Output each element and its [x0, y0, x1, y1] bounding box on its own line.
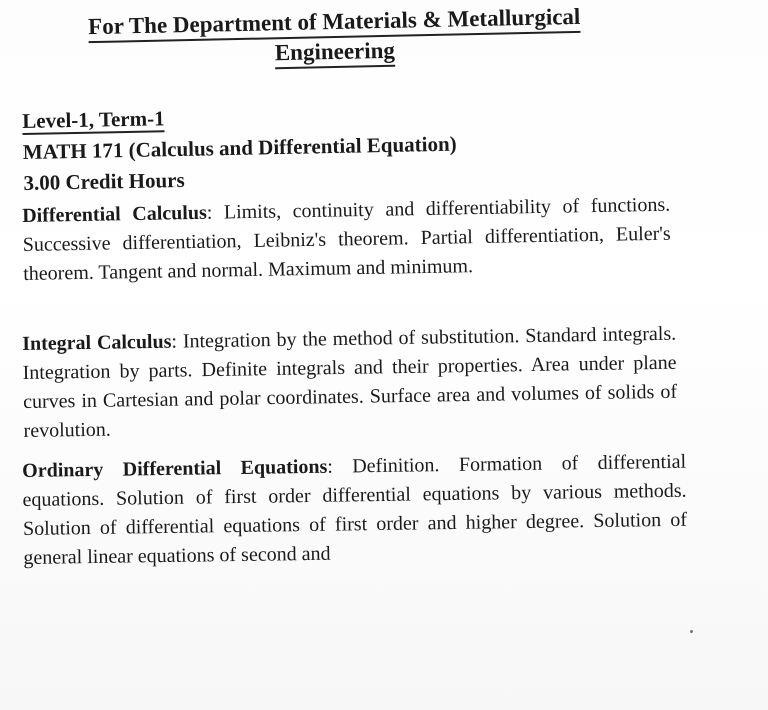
- section-ordinary-differential-equations: [22, 448, 688, 573]
- section-label: Ordinary Differential Equations: [22, 455, 328, 482]
- level-term: Level-1, Term-1: [22, 106, 165, 133]
- section-text: : Definition. Formation of differential equations. Solution of first order differential equations by various methods. Solution of differential equations of first order and higher degree. Solution of general linear equations of second and: [22, 450, 688, 569]
- course-code-title: MATH 171 (Calculus and Differential Equation): [22, 131, 457, 164]
- paper-speck: [690, 630, 693, 633]
- heading-line-2: Engineering: [275, 37, 396, 70]
- document-heading: [48, 2, 621, 74]
- credit-hours: 3.00 Credit Hours: [23, 167, 185, 195]
- section-differential-calculus: [22, 191, 671, 289]
- heading-line-1: For The Department of Materials & Metallurgical: [88, 3, 581, 43]
- section-integral-calculus: [22, 320, 678, 446]
- section-label: Differential Calculus: [22, 201, 207, 227]
- course-info: [22, 98, 458, 199]
- section-label: Integral Calculus: [22, 330, 172, 355]
- section-text: : Limits, continuity and differentiability of functions. Successive differentiation, Leibniz's theorem. Partial differentiation, Euler's theorem. Tangent and normal. Maximum and minimum.: [22, 193, 671, 285]
- section-text: : Integration by the method of substitution. Standard integrals. Integration by parts. Definite integrals and their properties. Area under plane curves in Cartesian and polar coordinates. Surface area and volumes of solids of revolution.: [22, 322, 678, 442]
